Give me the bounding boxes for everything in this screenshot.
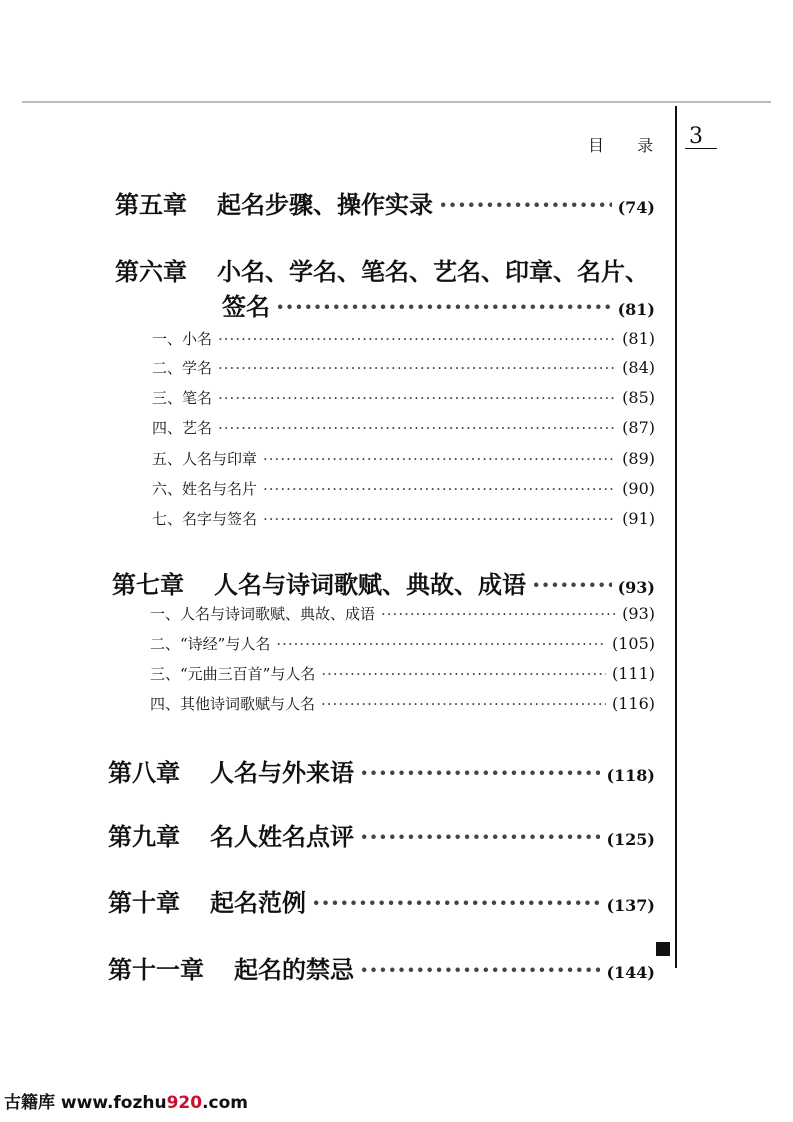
toc-section[interactable]: [152, 387, 655, 408]
leader-dots: [276, 292, 612, 321]
leader-dots: [263, 450, 616, 468]
section-page: (105): [611, 634, 655, 653]
chapter-page: (137): [606, 896, 655, 915]
chapter-number: 第七章: [112, 570, 184, 599]
chapter-title-continued: 签名: [222, 292, 270, 321]
section-title: 三、“元曲三百首”与人名: [150, 665, 316, 683]
leader-dots: [218, 359, 616, 377]
leader-dots: [321, 665, 606, 683]
chapter-title: 起名的禁忌: [234, 955, 354, 984]
toc-chapter-7[interactable]: [112, 565, 655, 600]
top-border-line: [22, 101, 771, 103]
leader-dots: [439, 190, 612, 219]
toc-chapter-5[interactable]: [115, 185, 655, 220]
section-title: 四、艺名: [152, 419, 213, 437]
site-url-prefix: www.fozhu: [60, 1093, 167, 1113]
margin-rule: [675, 106, 677, 968]
chapter-page: (74): [617, 198, 655, 217]
section-page: (111): [611, 664, 655, 683]
leader-dots: [263, 510, 616, 528]
toc-section[interactable]: [152, 448, 655, 469]
chapter-number: 第六章: [115, 257, 187, 286]
section-title: 一、小名: [152, 330, 213, 348]
chapter-number: 第十章: [108, 888, 180, 917]
toc-section[interactable]: [150, 693, 655, 714]
section-page: (87): [622, 418, 655, 437]
leader-dots: [263, 480, 616, 498]
section-title: 五、人名与印章: [152, 450, 258, 468]
leader-dots: [321, 695, 606, 713]
chapter-page: (125): [606, 830, 655, 849]
leader-dots: [218, 419, 616, 437]
toc-chapter-8[interactable]: [108, 753, 655, 788]
leader-dots: [312, 888, 600, 917]
section-page: (93): [622, 604, 655, 623]
site-url-number: 920: [166, 1093, 203, 1113]
chapter-title: 小名、学名、笔名、艺名、印章、名片、: [217, 257, 649, 286]
section-title: 七、名字与签名: [152, 510, 258, 528]
toc-chapter-10[interactable]: [108, 883, 655, 918]
chapter-number: 第八章: [108, 758, 180, 787]
section-title: 二、“诗经”与人名: [150, 635, 271, 653]
leader-dots: [360, 955, 600, 984]
page-number: 3: [689, 124, 703, 149]
chapter-title: 起名步骤、操作实录: [217, 190, 433, 219]
chapter-page: (81): [617, 300, 655, 319]
toc-chapter-11[interactable]: [108, 950, 655, 985]
chapter-title: 起名范例: [210, 888, 306, 917]
leader-dots: [532, 570, 612, 599]
section-page: (84): [622, 358, 655, 377]
chapter-title: 人名与诗词歌赋、典故、成语: [214, 570, 526, 599]
section-page: (89): [622, 449, 655, 468]
leader-dots: [381, 605, 616, 623]
toc-section[interactable]: [150, 633, 655, 654]
toc-section[interactable]: [150, 603, 655, 624]
toc-section[interactable]: [152, 357, 655, 378]
section-page: (116): [611, 694, 655, 713]
toc-section[interactable]: [152, 478, 655, 499]
chapter-page: (144): [606, 963, 655, 982]
chapter-page: (118): [606, 766, 655, 785]
chapter-number: 第九章: [108, 822, 180, 851]
toc-chapter-6-continuation[interactable]: [222, 287, 655, 322]
section-page: (81): [622, 329, 655, 348]
section-title: 六、姓名与名片: [152, 480, 258, 498]
leader-dots: [360, 822, 600, 851]
leader-dots: [360, 758, 600, 787]
chapter-title: 名人姓名点评: [210, 822, 354, 851]
section-title: 二、学名: [152, 359, 213, 377]
chapter-title: 人名与外来语: [210, 758, 354, 787]
section-title: 三、笔名: [152, 389, 213, 407]
section-page: (90): [622, 479, 655, 498]
chapter-number: 第五章: [115, 190, 187, 219]
site-url-suffix: .com: [202, 1093, 249, 1113]
toc-chapter-9[interactable]: [108, 817, 655, 852]
running-header-title: 目 录: [588, 136, 668, 155]
thumb-index-mark: [656, 942, 670, 956]
section-page: (91): [622, 509, 655, 528]
leader-dots: [218, 389, 616, 407]
leader-dots: [218, 330, 616, 348]
site-name: 古籍库: [4, 1093, 55, 1113]
chapter-number: 第十一章: [108, 955, 204, 984]
toc-section[interactable]: [152, 508, 655, 529]
chapter-page: (93): [617, 578, 655, 597]
site-watermark: [4, 1088, 248, 1113]
leader-dots: [276, 635, 606, 653]
toc-section[interactable]: [152, 417, 655, 438]
section-title: 一、人名与诗词歌赋、典故、成语: [150, 605, 376, 623]
toc-chapter-6[interactable]: [115, 252, 655, 287]
section-title: 四、其他诗词歌赋与人名: [150, 695, 316, 713]
toc-section[interactable]: [152, 328, 655, 349]
section-page: (85): [622, 388, 655, 407]
toc-section[interactable]: [150, 663, 655, 684]
